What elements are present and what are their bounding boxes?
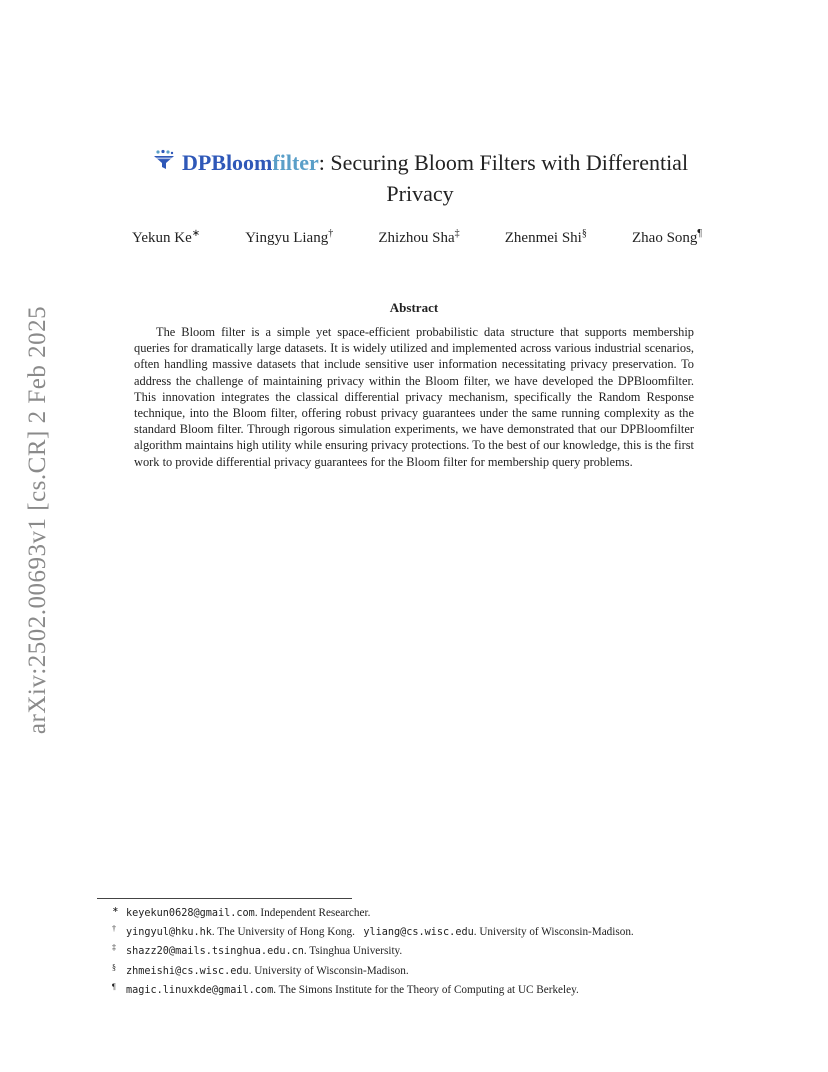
title-rest-1: : Securing Bloom Filters with Differential (318, 150, 689, 175)
title-line-1 (110, 148, 730, 179)
abstract-text: The Bloom filter is a simple yet space-efficient probabilistic data structure that supports membership queries for dramatically large datasets. It is widely utilized and implemented across various industrial scenarios, often handling massive datasets that include sensitive user information necessitating privacy preservation. To address the challenge of maintaining privacy within the Bloom filter, we have developed the DPBloomfilter. This innovation integrates the classical differential privacy mechanism, specifically the Random Response technique, into the Bloom filter, offering robust privacy guarantees under the same running complexity as the standard Bloom filter. Through rigorous simulation experiments, we have demonstrated that our DPBloomfilter algorithm maintains high utility while ensuring privacy protections. To the best of our knowledge, this is the first work to provide differential privacy guarantees for the Bloom filter for membership query problems. (134, 325, 694, 469)
brand-part-1: DPBloom (181, 150, 273, 175)
abstract-heading: Abstract (389, 300, 439, 315)
author: Yingyu Liang† (245, 228, 334, 246)
author-list (132, 228, 702, 247)
brand-part-2: filter (272, 150, 319, 175)
email-link[interactable]: keyekun0628@gmail.com (126, 908, 255, 919)
footnote-divider (97, 898, 352, 899)
author: Zhenmei Shi§ (504, 228, 587, 246)
email-link[interactable]: yliang@cs.wisc.edu (363, 927, 474, 939)
paper-title (110, 148, 730, 209)
email-link[interactable]: magic.linuxkde@gmail.com (126, 984, 274, 996)
brand-name (182, 150, 319, 175)
author: Zhao Song¶ (632, 228, 702, 246)
email-link[interactable]: shazz20@mails.tsinghua.edu.cn (126, 946, 304, 958)
author: Yekun Ke∗ (132, 228, 201, 246)
footnote: ‡ shazz20@mails.tsinghua.edu.cn. Tsinghua University. (112, 943, 403, 958)
footnote: † yingyul@hku.hk. The University of Hong Kong. yliang@cs.wisc.edu. University of Wisconsin-Madison. (112, 924, 634, 939)
author: Zhizhou Sha‡ (378, 228, 460, 246)
footnotes (112, 902, 752, 998)
title-line-2: Privacy (386, 181, 454, 206)
email-link[interactable]: yingyul@hku.hk (126, 927, 212, 939)
email-link[interactable]: zhmeishi@cs.wisc.edu (126, 965, 249, 977)
filter-funnel-icon (152, 149, 176, 179)
footnote: § zhmeishi@cs.wisc.edu. University of Wisconsin-Madison. (112, 962, 409, 977)
arxiv-stamp: arXiv:2502.00693v1 [cs.CR] 2 Feb 2025 (24, 305, 51, 735)
footnote: ¶ magic.linuxkde@gmail.com. The Simons Institute for the Theory of Computing at UC Berkeley. (112, 981, 579, 996)
footnote: ∗ keyekun0628@gmail.com. Independent Researcher. (112, 905, 371, 919)
